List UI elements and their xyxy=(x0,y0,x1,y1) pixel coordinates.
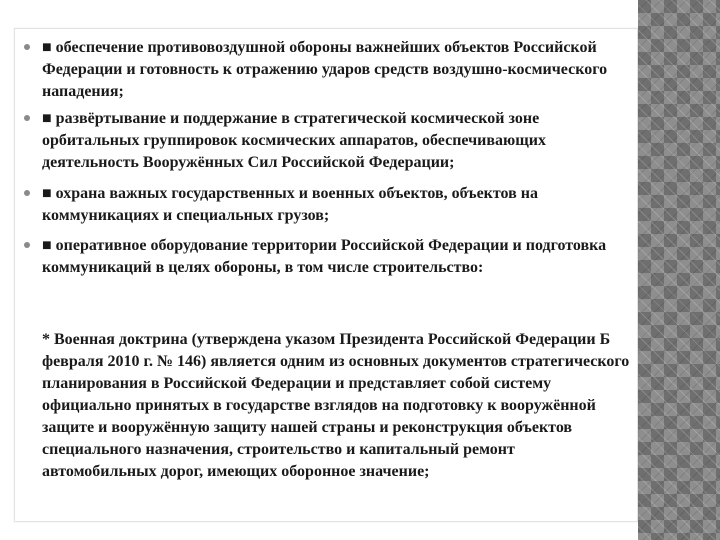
bullet-dot-icon xyxy=(24,115,30,121)
list-item xyxy=(15,108,637,174)
list-item-text: ■ развёртывание и поддержание в стратегической космической зоне орбитальных группировок космических аппаратов, обеспечивающих деятельность Вооружённых Сил Российской Федерации; xyxy=(42,110,546,171)
bullet-list xyxy=(15,35,637,279)
list-item xyxy=(15,183,637,227)
list-item xyxy=(15,235,637,279)
footnote-paragraph: * Военная доктрина (утверждена указом Президента Российской Федерации Б февраля 2010 г. № 146) является одним из основных документов стратегического планирования в Российской Федерации и представляет собой систему официально принятых в государстве взглядов на подготовку к вооружённой защите и вооружённую защиту нашей страны и реконструкция объектов специального назначения, строительство и капитальный ремонт автомобильных дорог, имеющих оборонное значение; xyxy=(42,331,630,480)
decorative-pattern-panel xyxy=(638,0,720,540)
bullet-dot-icon xyxy=(24,44,30,50)
list-item-text: ■ охрана важных государственных и военных объектов, объектов на коммуникациях и специальных грузов; xyxy=(42,185,538,224)
list-item-text: ■ обеспечение противовоздушной обороны важнейших объектов Российской Федерации и готовность к отражению ударов средств воздушно-космического нападения; xyxy=(42,39,608,100)
bullet-dot-icon xyxy=(24,190,30,196)
content-box xyxy=(14,28,638,522)
bullet-dot-icon xyxy=(24,242,30,248)
list-item-text: ■ оперативное оборудование территории Российской Федерации и подготовка коммуникаций в целях обороны, в том числе строительство: xyxy=(42,237,607,276)
list-item xyxy=(15,37,637,103)
